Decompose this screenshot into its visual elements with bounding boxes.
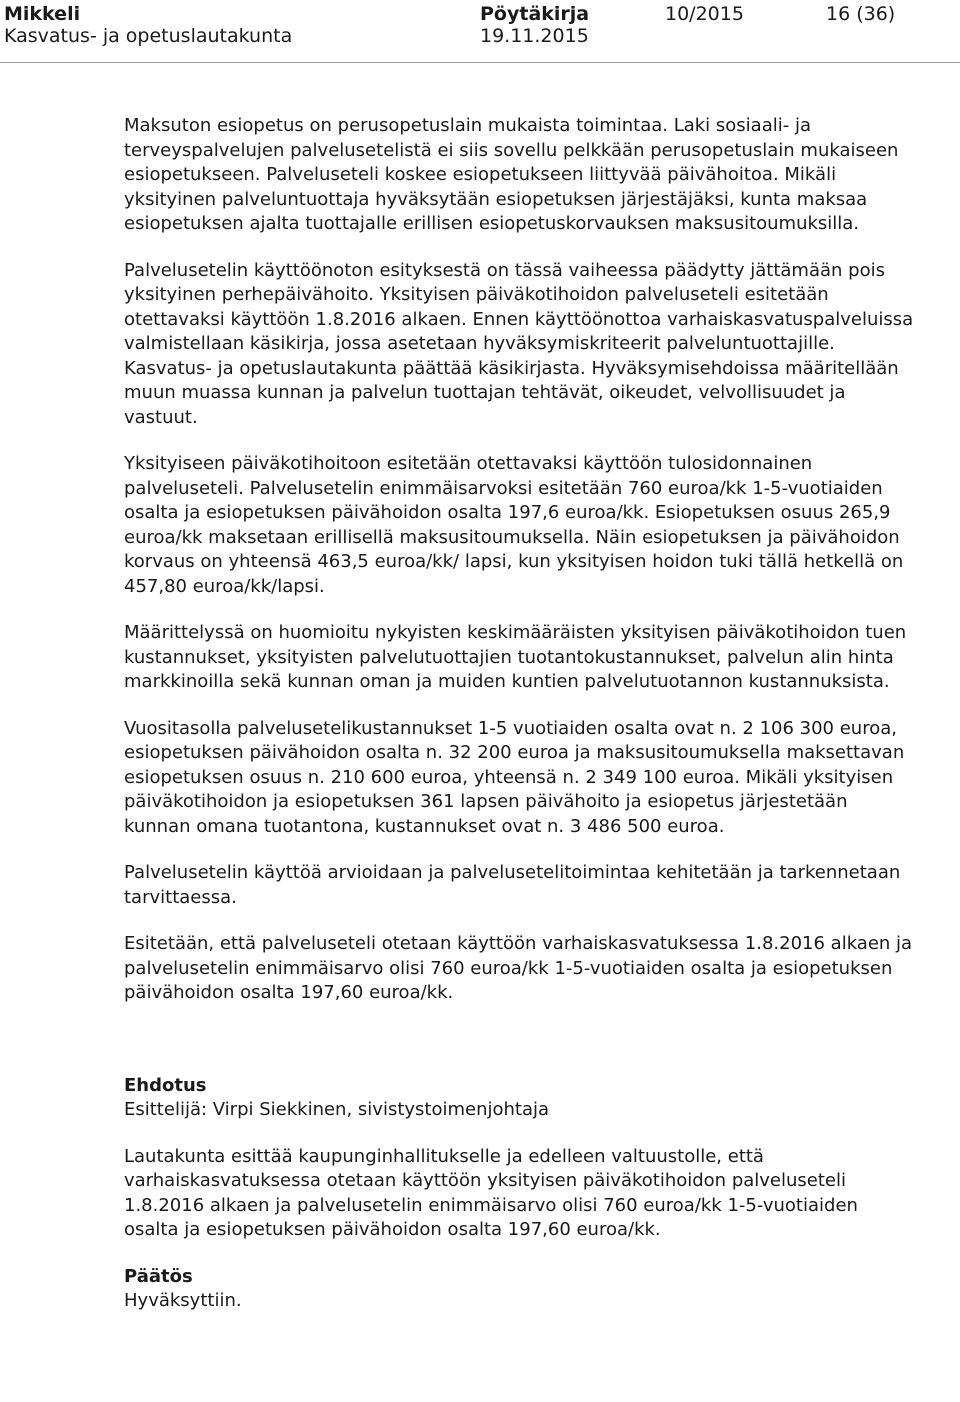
document-body xyxy=(124,114,914,1336)
decision-heading: Päätös xyxy=(124,1265,193,1287)
proposal-text: Lautakunta esittää kaupunginhallitukselle ja edelleen valtuustolle, että varhaiskasvatuksessa otetaan käyttöön yksityisen päiväkotihoidon palveluseteli 1.8.2016 alkaen ja palvelusetelin enimmäisarvo olisi 760 euroa/kk 1-5-vuotiaiden osalta ja esiopetuksen päivähoidon osalta 197,60 euroa/kk. xyxy=(124,1145,858,1240)
committee-name: Kasvatus- ja opetuslautakunta xyxy=(4,25,293,47)
meeting-date: 19.11.2015 xyxy=(480,25,589,47)
page-number: 16 (36) xyxy=(826,3,896,25)
paragraph-definition: Määrittelyssä on huomioitu nykyisten keskimääräisten yksityisen päiväkotihoidon tuen kustannukset, yksityisten palvelutuottajien tuotantokustannukset, palvelun alin hinta markkinoilla sekä kunnan oman ja muiden kuntien palvelutuotannon kustannuksista. xyxy=(124,622,907,692)
paragraph-pre-primary: Maksuton esiopetus on perusopetuslain mukaista toimintaa. Laki sosiaali- ja terveyspalvelujen palvelusetelistä ei siis sovellu pelkkään perusopetuslain mukaiseen esiopetukseen. Palveluseteli koskee esiopetukseen liittyvää päivähoitoa. Mikäli yksityinen palveluntuottaja hyväksytään esiopetuksen järjestäjäksi, kunta maksaa esiopetuksen ajalta tuottajalle erillisen esiopetuskorvauksen maksusitoumuksilla. xyxy=(124,115,899,234)
org-name: Mikkeli xyxy=(4,3,81,25)
doc-type: Pöytäkirja xyxy=(480,3,590,25)
paragraph-voucher-value: Yksityiseen päiväkotihoitoon esitetään otettavaksi käyttöön tulosidonnainen palveluseteli. Palvelusetelin enimmäisarvoksi esitetään 760 euroa/kk 1-5-vuotiaiden osalta ja esiopetuksen päivähoidon osalta 197,6 euroa/kk. Esiopetuksen osuus 265,9 euroa/kk maksetaan erillisellä maksusitoumuksella. Näin esiopetuksen ja päivähoidon korvaus on yhteensä 463,5 euroa/kk/ lapsi, kun yksityisen hoidon tuki tällä hetkellä on 457,80 euroa/kk/lapsi. xyxy=(124,453,904,597)
proposal-presenter: Esittelijä: Virpi Siekkinen, sivistystoimenjohtaja xyxy=(124,1099,550,1120)
paragraph-implementation: Palvelusetelin käyttöönoton esityksestä on tässä vaiheessa päädytty jättämään pois yksityinen perhepäivähoito. Yksityisen päiväkotihoidon palveluseteli esitetään otettavaksi käyttöön 1.8.2016 alkaen. Ennen käyttöönottoa varhaiskasvatuspalveluissa valmistellaan käsikirja, jossa asetetaan hyväksymiskriteerit palveluntuottajille. Kasvatus- ja opetuslautakunta päättää käsikirjasta. Hyväksymisehdoissa määritellään muun muassa kunnan ja palvelun tuottajan tehtävät, oikeudet, velvollisuudet ja vastuut. xyxy=(124,259,914,428)
paragraph-evaluation: Palvelusetelin käyttöä arvioidaan ja palvelusetelitoimintaa kehitetään ja tarkennetaan tarvittaessa. xyxy=(124,862,901,908)
paragraph-annual-costs: Vuositasolla palvelusetelikustannukset 1-5 vuotiaiden osalta ovat n. 2 106 300 euroa, esiopetuksen päivähoidon osalta n. 32 200 euroa ja maksusitoumuksella maksettavan esiopetuksen osuus n. 210 600 euroa, yhteensä n. 2 349 100 euroa. Mikäli yksityisen päiväkotihoidon ja esiopetuksen 361 lapsen päivähoito ja esiopetus järjestetään kunnan omana tuotantona, kustannukset ovat n. 3 486 500 euroa. xyxy=(124,717,905,837)
proposal-heading: Ehdotus xyxy=(124,1074,207,1096)
document-header xyxy=(0,0,960,63)
doc-number: 10/2015 xyxy=(665,3,744,25)
paragraph-proposal-summary: Esitetään, että palveluseteli otetaan käyttöön varhaiskasvatuksessa 1.8.2016 alkaen ja palvelusetelin enimmäisarvo olisi 760 euroa/kk 1-5-vuotiaiden osalta ja esiopetuksen päivähoidon osalta 197,60 euroa/kk. xyxy=(124,933,913,1003)
decision-text: Hyväksyttiin. xyxy=(124,1290,242,1311)
